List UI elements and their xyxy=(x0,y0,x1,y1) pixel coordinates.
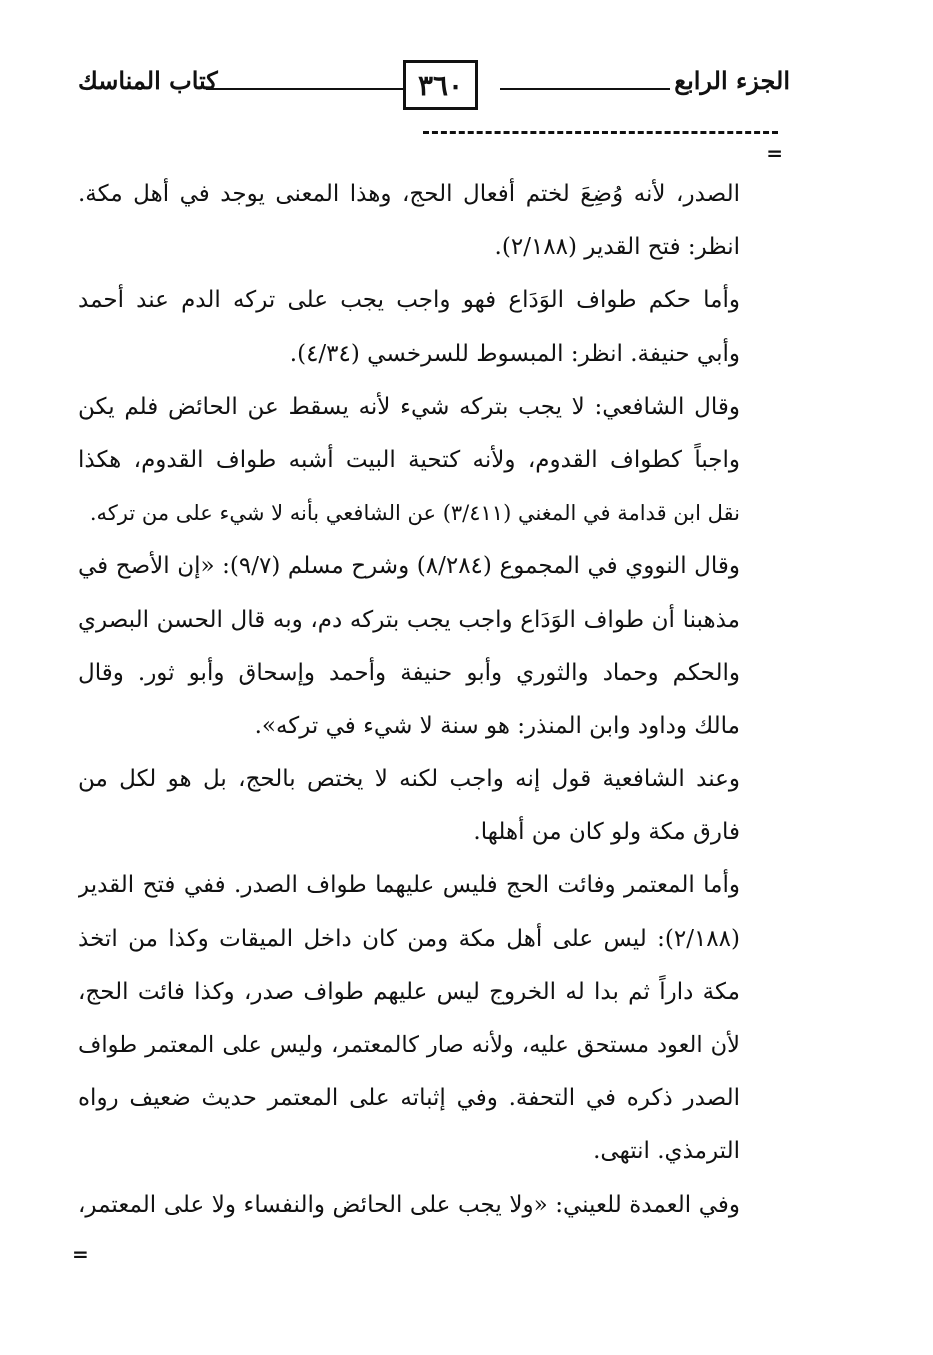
text-line: مالك وداود وابن المنذر: هو سنة لا شيء في تركه». xyxy=(254,712,740,739)
text-line: مذهبنا أن طواف الوَدَاع واجب يجب بتركه دم، وبه قال الحسن البصري xyxy=(78,606,740,633)
text-line: نقل ابن قدامة في المغني (٣/٤١١) عن الشافعي بأنه لا شيء على من تركه. xyxy=(89,501,740,526)
footnote-text xyxy=(78,168,740,1232)
continuation-mark-bottom: = xyxy=(72,1242,89,1266)
footnote-separator xyxy=(423,131,778,134)
text-line: واجباً كطواف القدوم، ولأنه كتحية البيت أشبه طواف القدوم، هكذا xyxy=(78,446,740,473)
text-line: وأبي حنيفة. انظر: المبسوط للسرخسي (٤/٣٤). xyxy=(289,340,740,367)
header-rule-right xyxy=(500,88,670,90)
text-line: لأن العود مستحق عليه، ولأنه صار كالمعتمر، وليس على المعتمر طواف xyxy=(78,1032,740,1058)
text-line: فارق مكة ولو كان من أهلها. xyxy=(473,819,740,846)
text-line: انظر: فتح القدير (٢/١٨٨). xyxy=(494,234,740,261)
text-line: الترمذي. انتهى. xyxy=(593,1138,740,1165)
text-line: الصدر ذكره في التحفة. وفي إثباته على المعتمر حديث ضعيف رواه xyxy=(78,1085,740,1112)
page-header xyxy=(78,60,790,116)
text-line: وعند الشافعية قول إنه واجب لكنه لا يختص بالحج، بل هو لكل من xyxy=(78,766,740,793)
header-rule-left xyxy=(206,88,406,90)
text-line: مكة داراً ثم بدا له الخروج ليس عليهم طواف صدر، وكذا فائت الحج، xyxy=(78,978,740,1005)
volume-label: الجزء الرابع xyxy=(674,66,790,95)
text-line: وفي العمدة للعيني: «ولا يجب على الحائض والنفساء ولا على المعتمر، xyxy=(78,1191,740,1218)
book-title: كتاب المناسك xyxy=(78,66,218,95)
page-number: ٣٦٠ xyxy=(403,60,478,110)
text-line: (٢/١٨٨): ليس على أهل مكة ومن كان داخل الميقات وكذا من اتخذ xyxy=(78,925,740,952)
text-line: وأما حكم طواف الوَدَاع فهو واجب يجب على تركه الدم عند أحمد xyxy=(78,287,740,314)
text-line: وقال الشافعي: لا يجب بتركه شيء لأنه يسقط عن الحائض فلم يكن xyxy=(78,393,740,420)
text-line: والحكم وحماد والثوري وأبو حنيفة وأحمد وإسحاق وأبو ثور. وقال xyxy=(78,659,740,686)
text-line: وقال النووي في المجموع (٨/٢٨٤) وشرح مسلم (٩/٧): «إن الأصح في xyxy=(78,553,740,580)
continuation-mark-top: = xyxy=(766,141,783,165)
text-line: وأما المعتمر وفائت الحج فليس عليهما طواف الصدر. ففي فتح القدير xyxy=(78,872,740,899)
text-line: الصدر، لأنه وُضِعَ لختم أفعال الحج، وهذا المعنى يوجد في أهل مكة. xyxy=(78,181,740,207)
